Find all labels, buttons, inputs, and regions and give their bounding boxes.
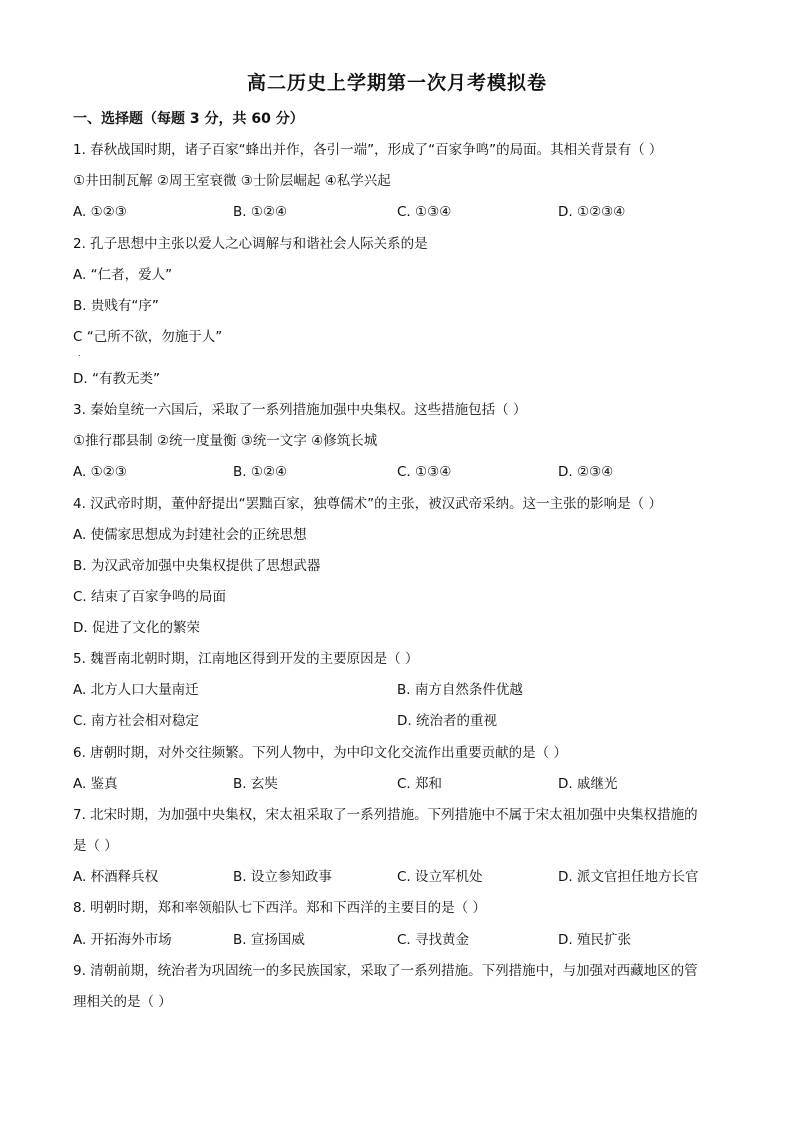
question-7-option-c: C. 设立军机处 <box>397 869 483 885</box>
question-9-stem: 9. 清朝前期，统治者为巩固统一的多民族国家，采取了一系列措施。下列措施中，与加强对西藏地区的管 <box>73 963 698 979</box>
question-9-stem-continued: 理相关的是（ ） <box>73 994 172 1010</box>
stray-dot: . <box>78 349 81 358</box>
question-3-option-b: B. ①②④ <box>233 464 288 480</box>
question-5-stem: 5. 魏晋南北朝时期，江南地区得到开发的主要原因是（ ） <box>73 651 419 667</box>
question-1-stem: 1. 春秋战国时期，诸子百家“蜂出并作，各引一端”，形成了“百家争鸣”的局面。其相关背景有（ ） <box>73 142 663 158</box>
question-2-option-b: B. 贵贱有“序” <box>73 298 159 314</box>
question-7-option-b: B. 设立参知政事 <box>233 869 332 885</box>
question-5-option-a: A. 北方人口大量南迁 <box>73 682 199 698</box>
section-heading: 一、选择题（每题 3 分，共 60 分） <box>73 111 304 127</box>
question-3-option-a: A. ①②③ <box>73 464 127 480</box>
question-3-stem: 3. 秦始皇统一六国后，采取了一系列措施加强中央集权。这些措施包括（ ） <box>73 402 527 418</box>
page-title: 高二历史上学期第一次月考模拟卷 <box>246 72 547 94</box>
question-1-option-d: D. ①②③④ <box>558 204 626 220</box>
question-7-option-d: D. 派文官担任地方长官 <box>558 869 699 885</box>
question-8-option-a: A. 开拓海外市场 <box>73 932 172 948</box>
question-5-option-b: B. 南方自然条件优越 <box>397 682 523 698</box>
question-2-option-d: D. “有教无类” <box>73 371 160 387</box>
question-8-stem: 8. 明朝时期，郑和率领船队七下西洋。郑和下西洋的主要目的是（ ） <box>73 900 486 916</box>
question-3-option-c: C. ①③④ <box>397 464 452 480</box>
question-6-option-d: D. 戚继光 <box>558 776 618 792</box>
question-4-option-c: C. 结束了百家争鸣的局面 <box>73 589 227 605</box>
question-6-option-a: A. 鉴真 <box>73 776 118 792</box>
question-2-stem: 2. 孔子思想中主张以爱人之心调解与和谐社会人际关系的是 <box>73 236 428 252</box>
question-2-option-a: A. “仁者，爱人” <box>73 267 173 283</box>
question-4-option-d: D. 促进了文化的繁荣 <box>73 620 200 636</box>
question-1-option-c: C. ①③④ <box>397 204 452 220</box>
question-4-option-a: A. 使儒家思想成为封建社会的正统思想 <box>73 527 307 543</box>
question-3-option-d: D. ②③④ <box>558 464 614 480</box>
question-4-option-b: B. 为汉武帝加强中央集权提供了思想武器 <box>73 558 321 574</box>
question-6-option-c: C. 郑和 <box>397 776 443 792</box>
question-1-items: ①井田制瓦解 ②周王室衰微 ③士阶层崛起 ④私学兴起 <box>73 173 391 189</box>
question-5-option-c: C. 南方社会相对稳定 <box>73 713 200 729</box>
question-6-stem: 6. 唐朝时期，对外交往频繁。下列人物中，为中印文化交流作出重要贡献的是（ ） <box>73 745 567 761</box>
question-4-stem: 4. 汉武帝时期，董仲舒提出“罢黜百家，独尊儒术”的主张，被汉武帝采纳。这一主张的影响是（ ） <box>73 496 662 512</box>
question-7-stem-continued: 是（ ） <box>73 838 118 854</box>
question-7-option-a: A. 杯酒释兵权 <box>73 869 159 885</box>
question-1-option-a: A. ①②③ <box>73 204 127 220</box>
question-7-stem: 7. 北宋时期，为加强中央集权，宋太祖采取了一系列措施。下列措施中不属于宋太祖加强中央集权措施的 <box>73 807 698 823</box>
question-8-option-c: C. 寻找黄金 <box>397 932 470 948</box>
question-6-option-b: B. 玄奘 <box>233 776 278 792</box>
question-1-option-b: B. ①②④ <box>233 204 288 220</box>
question-2-option-c: C “己所不欲，勿施于人” <box>73 329 223 345</box>
question-8-option-d: D. 殖民扩张 <box>558 932 631 948</box>
question-8-option-b: B. 宣扬国威 <box>233 932 305 948</box>
question-3-items: ①推行郡县制 ②统一度量衡 ③统一文字 ④修筑长城 <box>73 433 378 449</box>
question-5-option-d: D. 统治者的重视 <box>397 713 497 729</box>
